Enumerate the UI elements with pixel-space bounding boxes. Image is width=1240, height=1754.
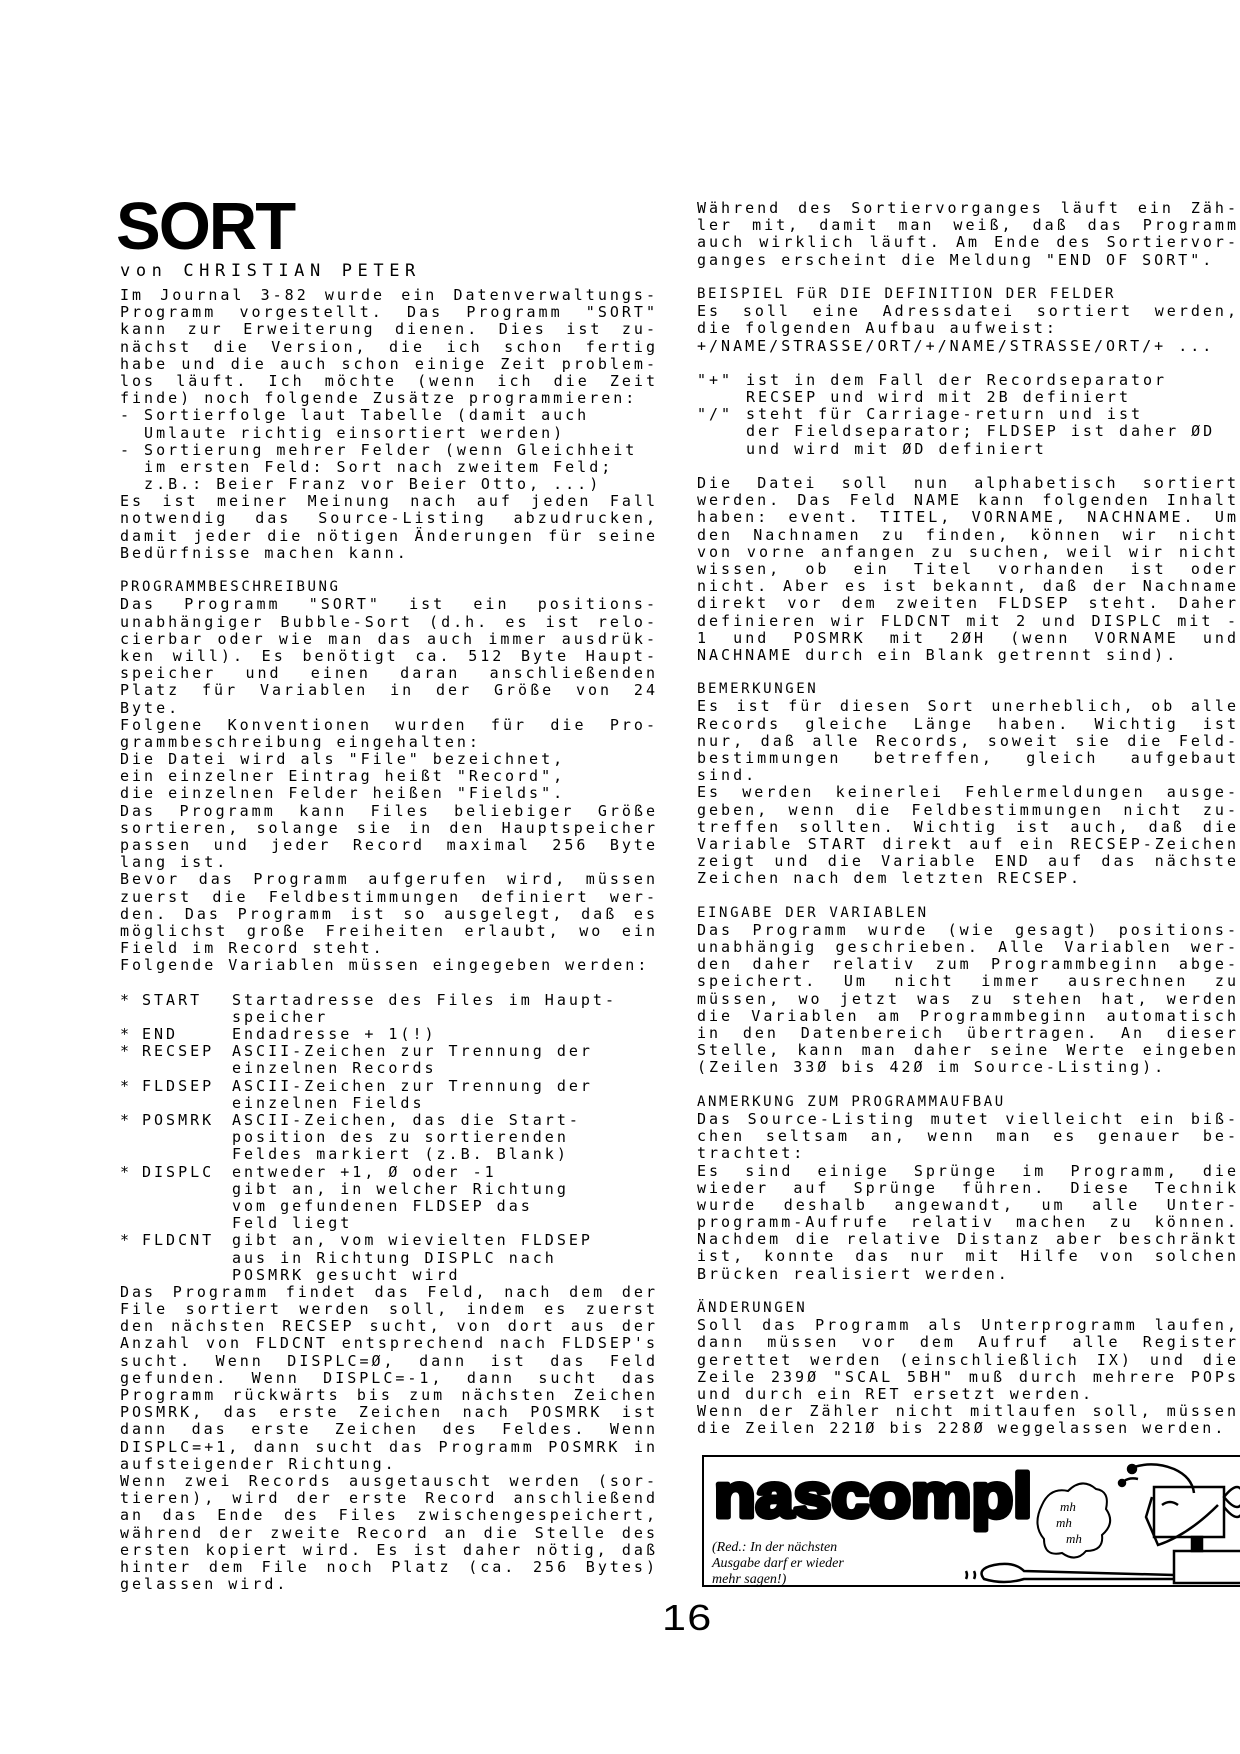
- text-line: Programm vorgestellt. Das Programm "SORT": [120, 303, 658, 322]
- description-line: gibt an, in welcher Richtung: [232, 1179, 569, 1198]
- paragraph: [697, 784, 1239, 887]
- text-line: Programm rückwärts bis zum nächsten Zeichen: [120, 1386, 658, 1404]
- section-heading: EINGABE DER VARIABLEN: [697, 904, 929, 921]
- text-line: damit jeder die nötigen Änderungen für seine: [120, 526, 658, 545]
- text-line: die folgenden Aufbau aufweist:: [697, 319, 1058, 338]
- definition-line: steht für Carriage-return und ist: [746, 405, 1144, 424]
- definition-marker: "/": [697, 405, 734, 424]
- speech-cloud-icon: [1037, 1483, 1110, 1557]
- variable-description: [232, 992, 658, 1026]
- variable-item: [120, 1164, 658, 1233]
- text-line: Zeile 239Ø "SCAL 5BH" muß durch mehrere POPs: [697, 1367, 1239, 1386]
- description-line: speicher: [232, 1007, 329, 1026]
- text-line: NACHNAME durch ein Blank getrennt sind).: [697, 645, 1179, 664]
- definition-marker: "+": [697, 370, 734, 389]
- text-line: Es sind einige Sprünge im Programm, die: [697, 1161, 1239, 1180]
- text-line: File sortiert werden soll, indem es zuerst: [120, 1300, 658, 1319]
- text-line: Das Programm findet das Feld, nach dem der: [120, 1282, 658, 1301]
- definition-line: ist in dem Fall der Recordseparator: [746, 370, 1168, 389]
- text-line: ersten kopiert wird. Es ist daher nötig, daß: [120, 1540, 658, 1559]
- section-heading: ÄNDERUNGEN: [697, 1300, 808, 1316]
- variable-item: [120, 1232, 658, 1284]
- text-line: Zeichen nach dem letzten RECSEP.: [697, 869, 1082, 888]
- article-byline: von CHRISTIAN PETER: [120, 261, 421, 281]
- paragraph: [120, 1473, 658, 1593]
- text-line: Folgene Konventionen wurden für die Pro-: [120, 715, 658, 734]
- paragraph: [697, 1111, 1239, 1163]
- description-line: aus in Richtung DISPLC nach: [232, 1248, 557, 1267]
- text-line: während der zweite Record an die Stelle des: [120, 1523, 658, 1542]
- description-line: einzelnen Fields: [232, 1093, 425, 1112]
- text-line: Variable START direkt auf ein RECSEP-Zeichen: [697, 834, 1239, 853]
- definition-text: [746, 372, 1239, 406]
- speech-text: mh: [1060, 1499, 1076, 1514]
- text-line: haben: event. TITEL, VORNAME, NACHNAME. Um: [697, 508, 1239, 527]
- text-line: Es ist für diesen Sort unerheblich, ob alle: [697, 697, 1239, 716]
- text-line: programm-Aufrufe relativ machen zu können.: [697, 1213, 1239, 1232]
- bullet-star: *: [120, 1042, 133, 1061]
- list-line: z.B.: Beier Franz vor Beier Otto, ...): [120, 475, 602, 494]
- text-line: Das Source-Listing mutet vielleicht ein biß-: [697, 1109, 1239, 1128]
- definition-line: der Fieldseparator; FLDSEP ist daher ØD: [746, 422, 1216, 441]
- paragraph: [120, 803, 658, 872]
- blank-line: [697, 269, 1239, 286]
- text-line: Bedürfnisse machen kann.: [120, 543, 409, 562]
- variable-name: RECSEP: [142, 1042, 215, 1061]
- text-line: lang ist.: [120, 853, 229, 872]
- variable-name: POSMRK: [142, 1111, 215, 1129]
- text-line: unabhängig geschrieben. Alle Variablen wer-: [697, 938, 1239, 957]
- text-line: ler mit, damit man weiß, daß das Programm: [697, 216, 1239, 235]
- description-line: gibt an, vom wievielten FLDSEP: [232, 1231, 593, 1250]
- text-line: Während des Sortiervorganges läuft ein Zäh-: [697, 199, 1239, 217]
- paragraph: [697, 303, 1239, 337]
- speech-text: mh: [1056, 1515, 1072, 1530]
- list-line: - Sortierfolge laut Tabelle (damit auch: [120, 406, 590, 425]
- text-line: gerettet werden (einschließlich IX) und die: [697, 1350, 1239, 1369]
- text-line: werden. Das Feld NAME kann folgenden Inhalt: [697, 491, 1239, 510]
- editor-note-line: mehr sagen!): [712, 1572, 787, 1587]
- description-line: position des zu sortierenden: [232, 1128, 569, 1147]
- text-line: gefunden. Wenn DISPLC=-1, dann sucht das: [120, 1368, 658, 1387]
- text-line: nicht. Aber es ist bekannt, daß der Nachname: [697, 577, 1239, 596]
- text-line: trachtet:: [697, 1144, 806, 1163]
- description-line: ASCII-Zeichen, das die Start-: [232, 1111, 581, 1129]
- list-line: Die Datei wird als "File" bezeichnet,: [120, 750, 566, 769]
- editor-note-line: Ausgabe darf er wieder: [712, 1556, 844, 1571]
- text-line: die Variablen am Programmbeginn automatisch: [697, 1006, 1239, 1025]
- text-line: hinter dem File noch Platz (ca. 256 Bytes): [120, 1557, 658, 1576]
- bullet-star: *: [120, 990, 133, 1009]
- description-line: entweder +1, Ø oder -1: [232, 1162, 497, 1181]
- text-line: speichert. Um nicht immer ausrechnen zu: [697, 972, 1239, 991]
- bullet-star: *: [120, 1111, 133, 1129]
- section-heading: BEISPIEL FüR DIE DEFINITION DER FELDER: [697, 285, 1117, 302]
- text-line: Wenn der Zähler nicht mitlaufen soll, müssen: [697, 1402, 1239, 1421]
- text-line: wurde deshalb angewandt, um alle Unter-: [697, 1195, 1239, 1214]
- section-heading: ANMERKUNG ZUM PROGRAMMAUFBAU: [697, 1093, 1006, 1110]
- paragraph: [120, 287, 658, 407]
- description-line: Startadresse des Files im Haupt-: [232, 990, 617, 1009]
- blank-line: [697, 664, 1239, 681]
- variable-item: [120, 1043, 658, 1077]
- text-line: wissen, ob ein Titel vorhanden ist oder: [697, 559, 1239, 578]
- text-line: los läuft. Ich möchte (wenn ich die Zeit: [120, 371, 658, 390]
- definition-item: [697, 406, 1239, 458]
- text-list: [120, 751, 658, 803]
- text-line: Es werden keinerlei Fehlermeldungen ausge-: [697, 783, 1239, 802]
- text-line: speicher und einen daran anschließenden: [120, 664, 658, 683]
- paragraph: [697, 1403, 1239, 1437]
- list-line: Umlaute richtig einsortiert werden): [120, 423, 566, 442]
- text-line: ganges erscheint die Meldung "END OF SORT".: [697, 250, 1215, 269]
- variable-description: [232, 1112, 658, 1164]
- variable-name: FLDCNT: [142, 1231, 215, 1250]
- definition-line: und wird mit ØD definiert: [746, 439, 1047, 458]
- text-line: von vorne anfangen zu suchen, weil wir nicht: [697, 542, 1239, 561]
- list-line: ein einzelner Eintrag heißt "Record",: [120, 767, 566, 786]
- text-line: chen seltsam an, wenn man es genauer be-: [697, 1127, 1239, 1146]
- editor-note-line: (Red.: In der nächsten: [712, 1540, 838, 1555]
- list-line: im ersten Feld: Sort nach zweitem Feld;: [120, 457, 614, 476]
- text-line: (Zeilen 33Ø bis 42Ø im Source-Listing).: [697, 1058, 1167, 1077]
- text-line: POSMRK, das erste Zeichen nach POSMRK ist: [120, 1403, 658, 1422]
- text-line: den. Das Programm ist so ausgelegt, daß es: [120, 904, 658, 923]
- paragraph: [120, 717, 658, 751]
- text-line: bestimmungen betreffen, gleich aufgebaut: [697, 749, 1239, 767]
- nascompl-cartoon-box: [702, 1455, 1240, 1587]
- paragraph: [697, 200, 1239, 269]
- text-line: Es soll eine Adressdatei sortiert werden,: [697, 302, 1239, 321]
- definition-item: [697, 372, 1239, 406]
- section-heading: BEMERKUNGEN: [697, 681, 819, 698]
- text-line: ist, konnte das nur mit Hilfe von solchen: [697, 1247, 1239, 1266]
- variable-name: FLDSEP: [142, 1076, 215, 1095]
- text-line: Die Datei soll nun alphabetisch sortiert: [697, 474, 1239, 492]
- variable-description: [232, 1043, 658, 1077]
- paragraph: [697, 1317, 1239, 1403]
- text-line: Platz für Variablen in der Größe von 24: [120, 681, 658, 700]
- description-line: ASCII-Zeichen zur Trennung der: [232, 1076, 593, 1095]
- bullet-star: *: [120, 1076, 133, 1095]
- text-line: den daher relativ zum Programmbeginn abge-: [697, 955, 1239, 974]
- text-line: ken will). Es benötigt ca. 512 Byte Haupt-: [120, 646, 658, 665]
- text-line: unabhängiger Bubble-Sort (d.h. es ist relo-: [120, 612, 658, 631]
- paragraph: [120, 493, 658, 562]
- text-line: Das Programm wurde (wie gesagt) positions-: [697, 920, 1239, 939]
- variable-name: END: [142, 1025, 179, 1044]
- description-line: einzelnen Records: [232, 1059, 437, 1078]
- variable-list: [120, 992, 658, 1284]
- paragraph: [120, 1284, 658, 1473]
- text-line: Nachdem die relative Distanz aber beschränkt: [697, 1230, 1239, 1249]
- text-line: cierbar oder wie man das auch immer ausdrük-: [120, 629, 658, 648]
- text-line: die Zeilen 221Ø bis 228Ø weggelassen werden.: [697, 1419, 1227, 1438]
- text-line: Field im Record steht.: [120, 939, 385, 958]
- text-line: den Nachnamen zu finden, können wir nicht: [697, 525, 1239, 544]
- variable-description: [232, 1232, 658, 1284]
- text-line: notwendig das Source-Listing abzudrucken,: [120, 509, 658, 528]
- description-line: Feld liegt: [232, 1214, 353, 1233]
- text-line: in den Datenbereich übertragen. An dieser: [697, 1024, 1239, 1042]
- right-column: [697, 200, 1239, 1438]
- description-line: ASCII-Zeichen zur Trennung der: [232, 1042, 593, 1061]
- variable-name: DISPLC: [142, 1162, 215, 1181]
- text-line: sucht. Wenn DISPLC=Ø, dann ist das Feld: [120, 1351, 658, 1370]
- blank-line: [697, 1077, 1239, 1094]
- text-line: sind.: [697, 766, 758, 785]
- text-line: auch wirklich läuft. Am Ende des Sortiervor-: [697, 233, 1239, 252]
- section-heading: PROGRAMMBESCHREIBUNG: [120, 579, 341, 596]
- text-line: Wenn zwei Records ausgetauscht werden (sor-: [120, 1471, 658, 1490]
- list-line: die einzelnen Felder heißen "Fields".: [120, 784, 566, 803]
- text-line: müssen, wo jetzt was zu stehen hat, werden: [697, 989, 1239, 1008]
- paragraph: [120, 871, 658, 957]
- text-line: den nächsten RECSEP sucht, von dort aus der: [120, 1317, 658, 1336]
- text-line: tieren), wird der erste Record anschließend: [120, 1489, 658, 1508]
- variable-item: [120, 1078, 658, 1112]
- text-line: 1 und POSMRK mit 2ØH (wenn VORNAME und: [697, 628, 1239, 647]
- description-line: vom gefundenen FLDSEP das: [232, 1196, 533, 1215]
- blank-line: [697, 1283, 1239, 1300]
- variable-description: [232, 1164, 658, 1233]
- text-line: und durch ein RET ersetzt werden.: [697, 1384, 1095, 1403]
- text-line: gelassen wird.: [120, 1575, 289, 1594]
- text-line: direkt vor dem zweiten FLDSEP steht. Daher: [697, 594, 1239, 613]
- paragraph: [697, 475, 1239, 664]
- text-line: kann zur Erweiterung dienen. Dies ist zu-: [120, 320, 658, 339]
- text-line: geben, wenn die Feldbestimmungen nicht zu-: [697, 800, 1239, 819]
- text-line: Das Programm "SORT" ist ein positions-: [120, 595, 658, 614]
- list-line: - Sortierung mehrer Felder (wenn Gleichheit: [120, 440, 638, 459]
- text-line: finde) noch folgende Zusätze programmieren:: [120, 389, 638, 408]
- paragraph: [697, 1163, 1239, 1283]
- bullet-star: *: [120, 1162, 133, 1181]
- page-number: 16: [662, 1597, 713, 1638]
- text-line: Anzahl von FLDCNT entsprechend nach FLDSEP's: [120, 1334, 658, 1353]
- text-line: dann müssen vor dem Aufruf alle Register: [697, 1333, 1239, 1352]
- text-line: grammbeschreibung eingehalten:: [120, 732, 481, 751]
- nascompl-cartoon: [704, 1457, 1240, 1587]
- text-line: möglichst große Freiheiten erlaubt, wo ein: [120, 921, 658, 940]
- description-line: Endadresse + 1(!): [232, 1025, 437, 1044]
- blank-line: [697, 355, 1239, 372]
- text-line: Soll das Programm als Unterprogramm laufen,: [697, 1316, 1239, 1335]
- nascompl-logo: nascompl: [714, 1462, 1032, 1531]
- text-list: [120, 407, 658, 493]
- text-line: Byte.: [120, 698, 181, 717]
- paragraph: [697, 922, 1239, 1077]
- variable-item: [120, 1026, 658, 1043]
- text-line: treffen sollten. Wichtig ist auch, daß die: [697, 817, 1239, 836]
- text-line: Das Programm kann Files beliebiger Größe: [120, 801, 658, 820]
- text-line: Bevor das Programm aufgerufen wird, müssen: [120, 870, 658, 889]
- text-line: passen und jeder Record maximal 256 Byte: [120, 836, 658, 854]
- definition-list: [697, 372, 1239, 458]
- blank-line: [697, 458, 1239, 475]
- blank-line: [120, 975, 658, 992]
- variable-description: [232, 1078, 658, 1112]
- text-line: aufsteigender Richtung.: [120, 1454, 397, 1473]
- paragraph: [120, 596, 658, 716]
- text-line: nächst die Version, die ich schon fertig: [120, 337, 658, 356]
- text-line: zuerst die Feldbestimmungen definiert wer-: [120, 887, 658, 906]
- definition-text: [746, 406, 1239, 458]
- text-line: habe und die auch schon einige Zeit problem-: [120, 354, 658, 373]
- speech-text: mh: [1066, 1531, 1082, 1546]
- variable-item: [120, 992, 658, 1026]
- paragraph: [120, 957, 658, 974]
- left-column: [120, 287, 658, 1593]
- editor-note: [711, 1540, 844, 1587]
- text-line: nur, daß alle Records, soweit sie die Feld-: [697, 731, 1239, 750]
- text-line: zeigt und die Variable END auf das nächste: [697, 852, 1239, 871]
- text-line: Es ist meiner Meinung nach auf jeden Fall: [120, 492, 658, 511]
- variable-name: START: [142, 990, 203, 1009]
- text-line: Folgende Variablen müssen eingegeben werden:: [120, 956, 650, 975]
- text-line: sortieren, solange sie in den Hauptspeicher: [120, 818, 658, 837]
- description-line: Feldes markiert (z.B. Blank): [232, 1145, 569, 1164]
- text-line: an das Ende des Files zwischengespeichert,: [120, 1506, 658, 1525]
- text-line: Stelle, kann man daher seine Werte eingeben: [697, 1041, 1239, 1060]
- text-line: DISPLC=+1, dann sucht das Programm POSMRK in: [120, 1437, 658, 1456]
- definition-line: RECSEP und wird mit 2B definiert: [746, 388, 1131, 407]
- text-line: Records gleiche Länge haben. Wichtig ist: [697, 714, 1239, 733]
- text-list: [697, 338, 1239, 355]
- text-line: definieren wir FLDCNT mit 2 und DISPLC mit -: [697, 611, 1239, 630]
- bullet-star: *: [120, 1025, 133, 1044]
- text-line: Brücken realisiert werden.: [697, 1264, 1010, 1283]
- text-line: wieder auf Sprünge führen. Diese Technik: [697, 1178, 1239, 1197]
- bullet-star: *: [120, 1231, 133, 1250]
- blank-line: [697, 888, 1239, 905]
- text-line: Im Journal 3-82 wurde ein Datenverwaltungs-: [120, 286, 658, 304]
- list-line: +/NAME/STRASSE/ORT/+/NAME/STRASSE/ORT/+ ...: [697, 336, 1215, 355]
- article-title: SORT: [116, 189, 295, 264]
- description-line: POSMRK gesucht wird: [232, 1265, 461, 1284]
- text-line: dann das erste Zeichen des Feldes. Wenn: [120, 1420, 658, 1439]
- paragraph: [697, 698, 1239, 784]
- variable-description: [232, 1026, 658, 1043]
- blank-line: [120, 562, 658, 579]
- variable-item: [120, 1112, 658, 1164]
